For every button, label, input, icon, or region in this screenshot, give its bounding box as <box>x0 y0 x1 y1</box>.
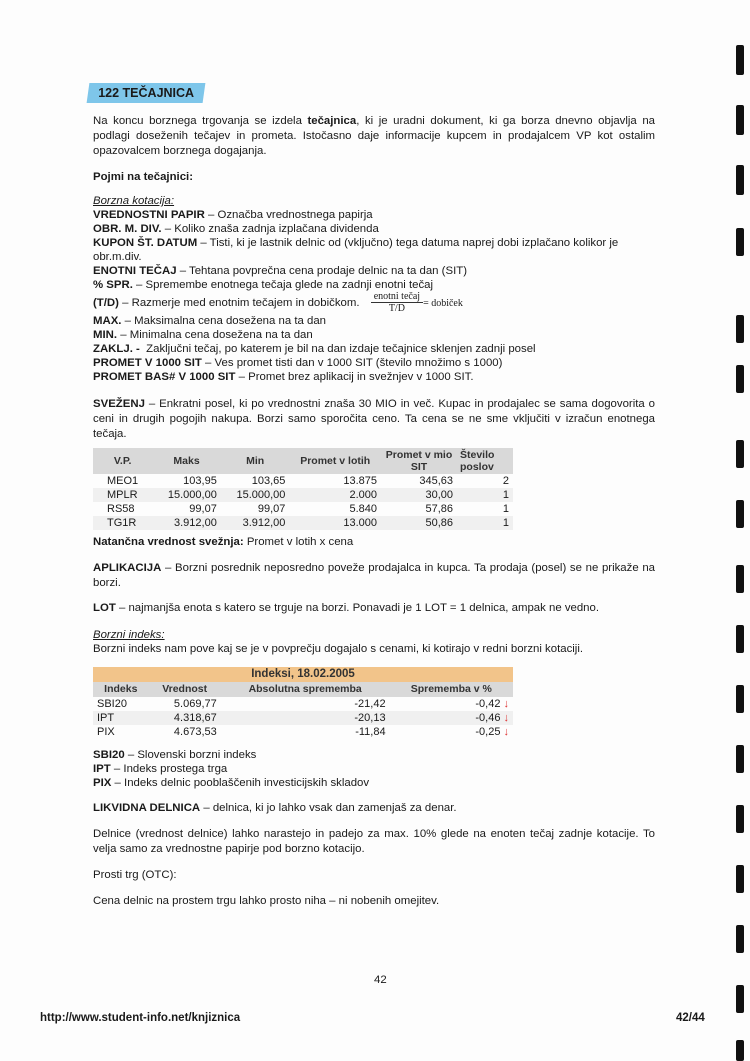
intro-paragraph: Na koncu borznega trgovanja se izdela tečajnica, ki je uradni dokument, ki ga borza dnevno objavlja na podlagi doseženih tečajev in prometa. Istočasno daje informacije kupcem in prodajalcem VP kot ostalim opazovalcem borznega dogajanja. <box>93 115 655 157</box>
binding-mark <box>736 925 744 953</box>
binding-mark <box>736 805 744 833</box>
col-header: Promet v mio SIT <box>381 448 457 474</box>
binding-mark <box>736 365 744 393</box>
col-header: Maks <box>152 448 221 474</box>
prosti-trg-line: Prosti trg (OTC): <box>93 869 177 881</box>
natancna-line: Natančna vrednost svežnja: Promet v lotih x cena <box>93 536 354 548</box>
binding-mark <box>736 565 744 593</box>
col-header: V.P. <box>93 448 152 474</box>
binding-mark <box>736 745 744 773</box>
term-line: ENOTNI TEČAJ – Tehtana povprečna cena prodaje delnic na ta dan (SIT) <box>93 265 467 277</box>
index-def: SBI20 – Slovenski borzni indeks <box>93 749 257 761</box>
table-row: PIX 4.673,53 -11,84 -0,25 ↓ <box>97 726 509 738</box>
term-line: MAX. – Maksimalna cena dosežena na ta dan <box>93 315 327 327</box>
term-line: obr.m.div. <box>93 251 142 263</box>
td-formula: $\frac{\text{enotni tečaj}}{T/D}$ <box>371 291 423 314</box>
binding-mark <box>736 685 744 713</box>
footer-url[interactable]: http://www.student-info.net/knjiznica <box>40 1012 241 1024</box>
td-term: (T/D) – Razmerje med enotnim tečajem in dobičkom. $\frac{\text{enotni tečaj}}{T/D}$ = dobiček <box>93 291 463 315</box>
binding-mark <box>736 865 744 893</box>
table-row: IPT 4.318,67 -20,13 -0,46 ↓ <box>93 711 513 725</box>
binding-mark <box>736 440 744 468</box>
delnice-paragraph: Delnice (vrednost delnice) lahko narastejo in padejo za max. 10% glede na enoten tečaj zadnje kotacije. To velja samo za vrednostne papirje pod borzno kotacijo. <box>93 828 655 855</box>
borzni-indeks-text: Borzni indeks nam pove kaj se je v povprečju dogajalo s cenami, ki kotirajo v redni borzni kotaciji. <box>93 643 584 655</box>
binding-mark <box>736 228 744 256</box>
col-header: Promet v lotih <box>289 448 381 474</box>
binding-mark <box>736 45 744 75</box>
quotation-table <box>93 448 513 530</box>
binding-mark <box>736 315 744 343</box>
term-line: KUPON ŠT. DATUM – Tisti, ki je lastnik delnic od (vključno) tega datuma naprej dobi izplačano kolikor je <box>93 237 619 249</box>
table-caption: Indeksi, 18.02.2005 <box>93 667 513 682</box>
borzna-kotacija-heading: Borzna kotacija: <box>93 195 175 207</box>
section-heading <box>87 83 206 103</box>
binding-mark <box>736 625 744 653</box>
term-line: ZAKLJ. - Zaključni tečaj, po katerem je bil na dan izdaje tečajnice sklenjen zadnji posel <box>93 343 536 355</box>
svezenj-paragraph: SVEŽENJ – Enkratni posel, ki po vrednostni znaša 30 MIO in več. Kupac in prodajalec se sama dogovorita o ceni in drugih pogojih nakupa. Borzi samo sporočita ceno. Ta cena se ne sme vključiti v izračun enotnega tečaja. <box>93 398 655 440</box>
heading-text: 122 TEČAJNICA <box>98 86 195 100</box>
binding-mark <box>736 105 744 135</box>
cena-line: Cena delnic na prostem trgu lahko prosto niha – ni nobenih omejitev. <box>93 895 440 907</box>
col-header: Absolutna sprememba <box>221 682 390 697</box>
binding-mark <box>736 985 744 1013</box>
term-line: PROMET V 1000 SIT – Ves promet tisti dan v 1000 SIT (število množimo s 1000) <box>93 357 503 369</box>
col-header: Indeks <box>93 682 149 697</box>
pojmi-heading: Pojmi na tečajnici: <box>93 171 194 183</box>
lot-line: LOT – najmanjša enota s katero se trguje na borzi. Ponavadi je 1 LOT = 1 delnica, ampak ne vedno. <box>93 602 600 614</box>
term-line: % SPR. – Spremembe enotnega tečaja glede na zadnji enotni tečaj <box>93 279 434 291</box>
index-def: PIX – Indeks delnic pooblaščenih investicijskih skladov <box>93 777 370 789</box>
table-row: MEO1 103,95 103,65 13.875 345,63 2 <box>107 475 509 487</box>
col-header: Sprememba v % <box>390 682 513 697</box>
aplikacija-paragraph: APLIKACIJA – Borzni posrednik neposredno poveže prodajalca in kupca. Ta prodaja (posel) se ne prikaže na borzi. <box>93 562 655 589</box>
footer-page-of: 42/44 <box>676 1012 705 1024</box>
likvidna-line: LIKVIDNA DELNICA – delnica, ki jo lahko vsak dan zamenjaš za denar. <box>93 802 457 814</box>
term-line: MIN. – Minimalna cena dosežena na ta dan <box>93 329 313 341</box>
binding-mark <box>736 500 744 528</box>
term-line: OBR. M. DIV. – Koliko znaša zadnja izplačana dividenda <box>93 223 379 235</box>
down-arrow-icon: ↓ <box>503 698 509 710</box>
term-line: VREDNOSTNI PAPIR – Označba vrednostnega papirja <box>93 209 373 221</box>
table-row: RS58 99,07 99,07 5.840 57,86 1 <box>107 503 509 515</box>
binding-mark <box>736 1040 744 1061</box>
col-header: Vrednost <box>149 682 221 697</box>
table-row: MPLR 15.000,00 15.000,00 2.000 30,00 1 <box>93 488 513 502</box>
borzni-indeks-heading: Borzni indeks: <box>93 629 165 641</box>
down-arrow-icon: ↓ <box>503 726 509 738</box>
term-line: PROMET BAS# V 1000 SIT – Promet brez aplikacij in svežnjev v 1000 SIT. <box>93 371 474 383</box>
table-row: TG1R 3.912,00 3.912,00 13.000 50,86 1 <box>93 516 513 530</box>
page-number: 42 <box>374 974 387 986</box>
index-def: IPT – Indeks prostega trga <box>93 763 228 775</box>
index-table <box>93 667 513 739</box>
col-header: Min <box>221 448 290 474</box>
col-header: Število poslov <box>457 448 513 474</box>
table-row: SBI20 5.069,77 -21,42 -0,42 ↓ <box>97 698 509 710</box>
binding-mark <box>736 165 744 195</box>
down-arrow-icon: ↓ <box>503 712 509 724</box>
